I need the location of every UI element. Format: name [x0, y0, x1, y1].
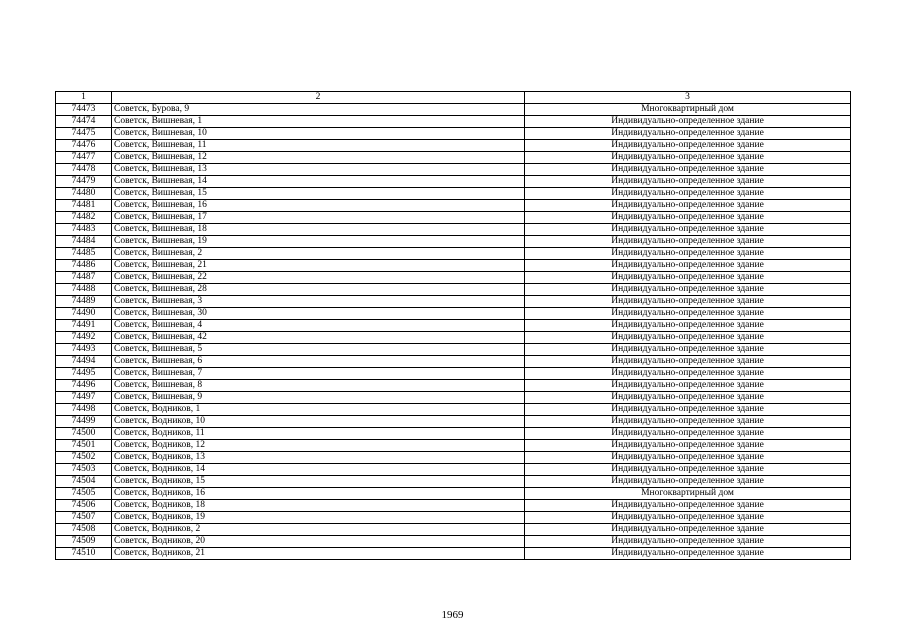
row-type-cell: Индивидуально-определенное здание — [525, 212, 851, 224]
row-address-cell: Советск, Вишневая, 15 — [112, 188, 525, 200]
row-id-cell: 74474 — [56, 116, 112, 128]
row-id-cell: 74480 — [56, 188, 112, 200]
row-id-cell: 74507 — [56, 512, 112, 524]
registry-table-body — [56, 92, 851, 560]
table-row — [56, 224, 851, 236]
table-row — [56, 212, 851, 224]
header-col-1: 1 — [56, 92, 112, 104]
row-address-cell: Советск, Вишневая, 8 — [112, 380, 525, 392]
table-row — [56, 248, 851, 260]
row-id-cell: 74500 — [56, 428, 112, 440]
table-row — [56, 140, 851, 152]
row-type-cell: Индивидуально-определенное здание — [525, 356, 851, 368]
row-address-cell: Советск, Вишневая, 18 — [112, 224, 525, 236]
row-address-cell: Советск, Вишневая, 21 — [112, 260, 525, 272]
row-address-cell: Советск, Вишневая, 28 — [112, 284, 525, 296]
row-address-cell: Советск, Водников, 13 — [112, 452, 525, 464]
header-col-2: 2 — [112, 92, 525, 104]
row-address-cell: Советск, Вишневая, 2 — [112, 248, 525, 260]
row-address-cell: Советск, Водников, 1 — [112, 404, 525, 416]
row-id-cell: 74493 — [56, 344, 112, 356]
row-id-cell: 74486 — [56, 260, 112, 272]
table-row — [56, 488, 851, 500]
row-id-cell: 74477 — [56, 152, 112, 164]
row-type-cell: Индивидуально-определенное здание — [525, 308, 851, 320]
row-type-cell: Индивидуально-определенное здание — [525, 200, 851, 212]
table-header-row — [56, 92, 851, 104]
row-address-cell: Советск, Вишневая, 19 — [112, 236, 525, 248]
row-id-cell: 74482 — [56, 212, 112, 224]
table-row — [56, 548, 851, 560]
row-id-cell: 74496 — [56, 380, 112, 392]
table-row — [56, 476, 851, 488]
table-row — [56, 272, 851, 284]
row-id-cell: 74508 — [56, 524, 112, 536]
table-row — [56, 128, 851, 140]
row-type-cell: Индивидуально-определенное здание — [525, 380, 851, 392]
row-type-cell: Индивидуально-определенное здание — [525, 272, 851, 284]
row-address-cell: Советск, Вишневая, 4 — [112, 320, 525, 332]
row-address-cell: Советск, Водников, 15 — [112, 476, 525, 488]
table-row — [56, 344, 851, 356]
row-type-cell: Индивидуально-определенное здание — [525, 476, 851, 488]
header-col-3: 3 — [525, 92, 851, 104]
row-address-cell: Советск, Вишневая, 1 — [112, 116, 525, 128]
row-id-cell: 74485 — [56, 248, 112, 260]
row-address-cell: Советск, Вишневая, 17 — [112, 212, 525, 224]
row-address-cell: Советск, Водников, 2 — [112, 524, 525, 536]
row-address-cell: Советск, Вишневая, 6 — [112, 356, 525, 368]
table-row — [56, 440, 851, 452]
row-type-cell: Многоквартирный дом — [525, 488, 851, 500]
row-address-cell: Советск, Вишневая, 7 — [112, 368, 525, 380]
row-id-cell: 74497 — [56, 392, 112, 404]
table-row — [56, 200, 851, 212]
table-row — [56, 116, 851, 128]
table-row — [56, 452, 851, 464]
row-id-cell: 74501 — [56, 440, 112, 452]
row-id-cell: 74484 — [56, 236, 112, 248]
row-address-cell: Советск, Водников, 19 — [112, 512, 525, 524]
row-address-cell: Советск, Водников, 16 — [112, 488, 525, 500]
table-row — [56, 356, 851, 368]
row-type-cell: Индивидуально-определенное здание — [525, 416, 851, 428]
table-row — [56, 536, 851, 548]
row-address-cell: Советск, Водников, 12 — [112, 440, 525, 452]
row-id-cell: 74475 — [56, 128, 112, 140]
row-address-cell: Советск, Вишневая, 16 — [112, 200, 525, 212]
row-address-cell: Советск, Вишневая, 14 — [112, 176, 525, 188]
row-id-cell: 74483 — [56, 224, 112, 236]
table-row — [56, 428, 851, 440]
row-type-cell: Индивидуально-определенное здание — [525, 332, 851, 344]
registry-table — [55, 91, 851, 560]
table-row — [56, 464, 851, 476]
row-id-cell: 74505 — [56, 488, 112, 500]
table-row — [56, 404, 851, 416]
row-address-cell: Советск, Водников, 11 — [112, 428, 525, 440]
row-address-cell: Советск, Бурова, 9 — [112, 104, 525, 116]
row-type-cell: Многоквартирный дом — [525, 104, 851, 116]
row-type-cell: Индивидуально-определенное здание — [525, 320, 851, 332]
row-type-cell: Индивидуально-определенное здание — [525, 236, 851, 248]
row-id-cell: 74495 — [56, 368, 112, 380]
page-number: 1969 — [441, 609, 464, 621]
row-type-cell: Индивидуально-определенное здание — [525, 464, 851, 476]
row-type-cell: Индивидуально-определенное здание — [525, 140, 851, 152]
row-id-cell: 74503 — [56, 464, 112, 476]
table-row — [56, 368, 851, 380]
row-type-cell: Индивидуально-определенное здание — [525, 284, 851, 296]
row-id-cell: 74491 — [56, 320, 112, 332]
row-id-cell: 74506 — [56, 500, 112, 512]
row-type-cell: Индивидуально-определенное здание — [525, 368, 851, 380]
row-type-cell: Индивидуально-определенное здание — [525, 260, 851, 272]
table-row — [56, 104, 851, 116]
row-type-cell: Индивидуально-определенное здание — [525, 164, 851, 176]
row-address-cell: Советск, Вишневая, 3 — [112, 296, 525, 308]
row-type-cell: Индивидуально-определенное здание — [525, 452, 851, 464]
row-address-cell: Советск, Вишневая, 12 — [112, 152, 525, 164]
row-id-cell: 74489 — [56, 296, 112, 308]
row-type-cell: Индивидуально-определенное здание — [525, 344, 851, 356]
row-address-cell: Советск, Водников, 18 — [112, 500, 525, 512]
row-id-cell: 74476 — [56, 140, 112, 152]
row-id-cell: 74499 — [56, 416, 112, 428]
table-row — [56, 236, 851, 248]
row-type-cell: Индивидуально-определенное здание — [525, 248, 851, 260]
table-row — [56, 500, 851, 512]
row-type-cell: Индивидуально-определенное здание — [525, 524, 851, 536]
row-id-cell: 74478 — [56, 164, 112, 176]
table-row — [56, 284, 851, 296]
row-id-cell: 74481 — [56, 200, 112, 212]
row-type-cell: Индивидуально-определенное здание — [525, 536, 851, 548]
table-row — [56, 164, 851, 176]
row-type-cell: Индивидуально-определенное здание — [525, 500, 851, 512]
row-type-cell: Индивидуально-определенное здание — [525, 188, 851, 200]
row-id-cell: 74479 — [56, 176, 112, 188]
row-type-cell: Индивидуально-определенное здание — [525, 116, 851, 128]
row-address-cell: Советск, Вишневая, 10 — [112, 128, 525, 140]
row-id-cell: 74502 — [56, 452, 112, 464]
row-address-cell: Советск, Водников, 21 — [112, 548, 525, 560]
row-type-cell: Индивидуально-определенное здание — [525, 392, 851, 404]
row-type-cell: Индивидуально-определенное здание — [525, 296, 851, 308]
row-type-cell: Индивидуально-определенное здание — [525, 224, 851, 236]
row-id-cell: 74487 — [56, 272, 112, 284]
row-address-cell: Советск, Вишневая, 5 — [112, 344, 525, 356]
table-row — [56, 176, 851, 188]
row-id-cell: 74494 — [56, 356, 112, 368]
row-type-cell: Индивидуально-определенное здание — [525, 404, 851, 416]
row-address-cell: Советск, Водников, 20 — [112, 536, 525, 548]
row-type-cell: Индивидуально-определенное здание — [525, 128, 851, 140]
row-address-cell: Советск, Вишневая, 13 — [112, 164, 525, 176]
row-id-cell: 74492 — [56, 332, 112, 344]
row-type-cell: Индивидуально-определенное здание — [525, 548, 851, 560]
table-row — [56, 512, 851, 524]
table-row — [56, 188, 851, 200]
row-id-cell: 74473 — [56, 104, 112, 116]
table-row — [56, 380, 851, 392]
row-id-cell: 74509 — [56, 536, 112, 548]
table-row — [56, 320, 851, 332]
table-row — [56, 332, 851, 344]
row-id-cell: 74498 — [56, 404, 112, 416]
row-type-cell: Индивидуально-определенное здание — [525, 176, 851, 188]
row-type-cell: Индивидуально-определенное здание — [525, 428, 851, 440]
row-address-cell: Советск, Водников, 14 — [112, 464, 525, 476]
row-type-cell: Индивидуально-определенное здание — [525, 152, 851, 164]
table-row — [56, 260, 851, 272]
row-address-cell: Советск, Вишневая, 9 — [112, 392, 525, 404]
table-row — [56, 416, 851, 428]
table-row — [56, 296, 851, 308]
row-type-cell: Индивидуально-определенное здание — [525, 512, 851, 524]
row-address-cell: Советск, Водников, 10 — [112, 416, 525, 428]
row-id-cell: 74490 — [56, 308, 112, 320]
row-address-cell: Советск, Вишневая, 11 — [112, 140, 525, 152]
row-address-cell: Советск, Вишневая, 30 — [112, 308, 525, 320]
row-id-cell: 74504 — [56, 476, 112, 488]
table-row — [56, 152, 851, 164]
table-row — [56, 392, 851, 404]
row-id-cell: 74510 — [56, 548, 112, 560]
row-type-cell: Индивидуально-определенное здание — [525, 440, 851, 452]
row-address-cell: Советск, Вишневая, 22 — [112, 272, 525, 284]
table-row — [56, 308, 851, 320]
row-id-cell: 74488 — [56, 284, 112, 296]
table-row — [56, 524, 851, 536]
row-address-cell: Советск, Вишневая, 42 — [112, 332, 525, 344]
